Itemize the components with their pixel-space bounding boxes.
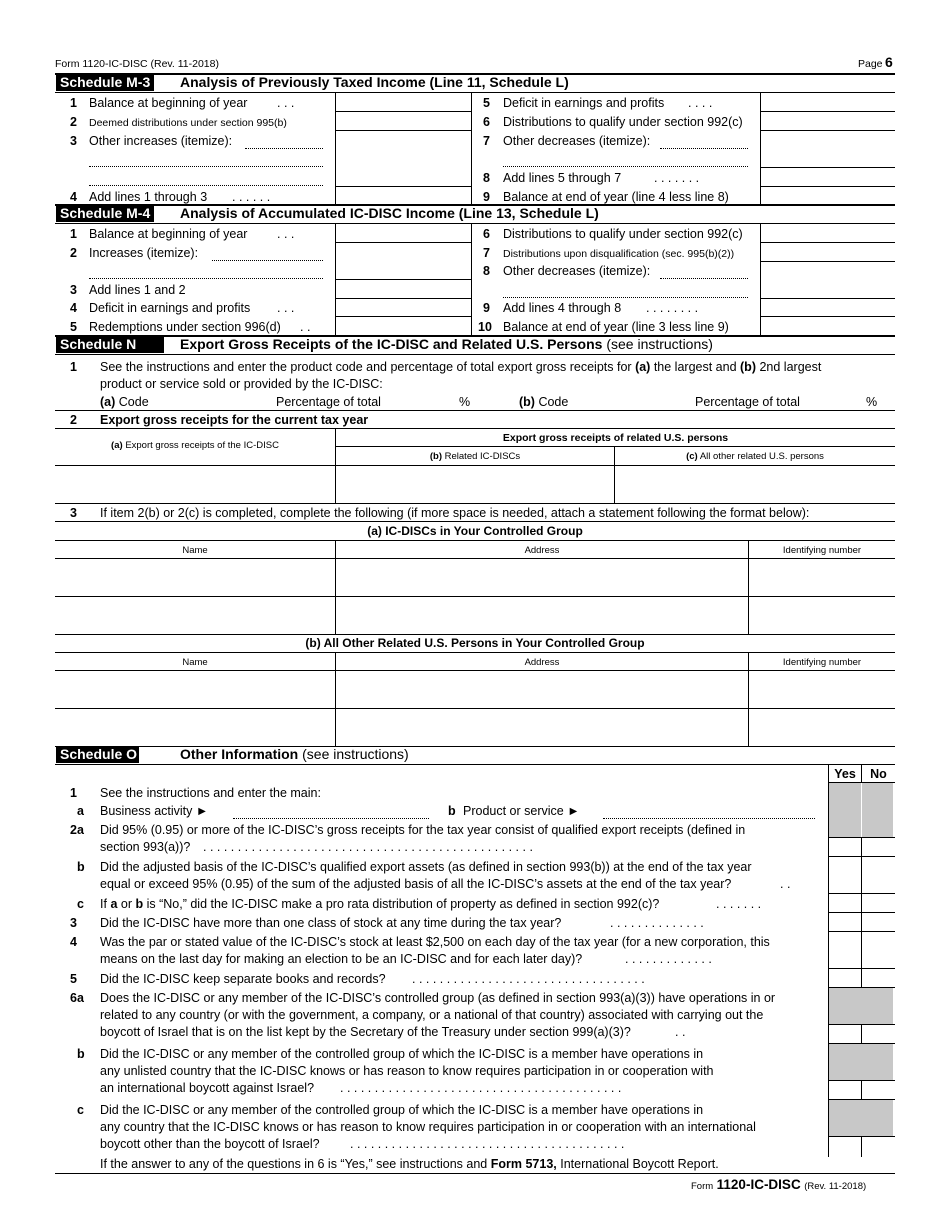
m3-itemize-line[interactable] xyxy=(245,148,323,149)
rule xyxy=(55,540,895,541)
m4-line10-amount[interactable] xyxy=(761,317,895,334)
rule xyxy=(55,634,895,635)
n-line1-text-c: 2nd largest xyxy=(759,360,822,374)
n-col-c-text: All other related U.S. persons xyxy=(699,451,824,462)
q2c-or: or xyxy=(120,897,132,911)
m3-line-label: Add lines 5 through 7 xyxy=(503,171,622,185)
q2c-a: a xyxy=(110,897,118,911)
m3-line-num: 2 xyxy=(70,115,77,129)
q-num: b xyxy=(77,860,85,874)
m3-line-label: Add lines 1 through 3 xyxy=(89,190,208,204)
q1a-label: Business activity ► xyxy=(100,804,209,818)
q2a-line1: Did 95% (0.95) or more of the IC-DISC’s gross receipts for the tax year consist of qualified export receipts (defined in xyxy=(100,823,746,837)
n-col-a-header xyxy=(55,439,335,453)
m4-itemize-line[interactable] xyxy=(503,297,748,298)
m4-line-label: Distributions upon disqualification (sec. 995(b)(2)) xyxy=(503,248,735,260)
n-line1-b: (b) xyxy=(740,360,756,374)
m3-line-label: Other increases (itemize): xyxy=(89,134,233,148)
o-title xyxy=(180,747,409,761)
rule xyxy=(828,1043,895,1044)
m3-line9-amount[interactable] xyxy=(761,187,895,204)
m4-line-num: 4 xyxy=(70,301,77,315)
m3-tag: Schedule M-3 xyxy=(56,74,154,91)
rule xyxy=(828,987,895,988)
n-line1-text xyxy=(100,360,821,374)
n-col-c-amount[interactable] xyxy=(615,466,895,502)
o-title-suffix: (see instructions) xyxy=(302,746,409,762)
n-b-name-header: Name xyxy=(182,657,208,668)
m3-line-num: 1 xyxy=(70,96,77,110)
n-col-a-letter: (a) xyxy=(111,440,123,451)
q4-line1: Was the par or stated value of the IC-DISC’s stock at least $2,500 on each day of the tax year (for a new corporation, this xyxy=(100,935,770,949)
n-title xyxy=(180,337,713,351)
m4-line7-amount[interactable] xyxy=(761,243,895,260)
leader-dots: . . . . . . xyxy=(232,190,271,204)
shaded-cell xyxy=(829,988,893,1024)
leader-dots: . . . . . . . . . . . . . . xyxy=(610,916,704,930)
rule xyxy=(861,783,862,837)
q2c-text xyxy=(100,897,659,911)
rule xyxy=(828,856,895,857)
m4-line2-amount[interactable] xyxy=(336,243,470,278)
n-b-row1-name[interactable] xyxy=(56,671,334,707)
m3-line2-amount[interactable] xyxy=(336,112,470,129)
q-num: b xyxy=(448,804,456,818)
leader-dots: . . . . . . . xyxy=(654,171,700,185)
n-line1-text-b: the largest and xyxy=(653,360,737,374)
n-pct-b-sign: % xyxy=(866,395,878,409)
m3-line-num: 6 xyxy=(483,115,490,129)
n-a-row2-address[interactable] xyxy=(336,597,747,633)
n-a-id-header: Identifying number xyxy=(782,545,862,556)
note-text-2: International Boycott Report. xyxy=(560,1157,719,1171)
q2b-no[interactable] xyxy=(862,875,894,892)
m3-line-num: 8 xyxy=(483,171,490,185)
m3-line4-amount[interactable] xyxy=(336,187,470,204)
page-label: Page xyxy=(858,58,883,70)
q2c-no[interactable] xyxy=(862,894,894,911)
m4-line9-amount[interactable] xyxy=(761,299,895,315)
q6a-yes[interactable] xyxy=(829,1025,860,1042)
q2a-yes[interactable] xyxy=(829,838,860,855)
n-b-address-header: Address xyxy=(524,657,560,668)
leader-dots: . . . xyxy=(277,301,295,315)
footer-form xyxy=(691,1178,866,1194)
o-title-text: Other Information xyxy=(180,746,299,762)
n-line1-text-d: product or service sold or provided by the IC-DISC: xyxy=(100,377,383,391)
m4-line1-amount[interactable] xyxy=(336,224,470,241)
q2c-b: b xyxy=(135,897,144,911)
q-num: 1 xyxy=(70,786,77,800)
q-num: c xyxy=(77,1103,84,1117)
n-col-b-text: Related IC-DISCs xyxy=(444,451,521,462)
m3-line-num: 3 xyxy=(70,134,77,148)
q3-no[interactable] xyxy=(862,913,894,930)
q2b-line2: equal or exceed 95% (0.95) of the sum of the adjusted basis of all the IC-DISC’s assets at the end of the tax year? xyxy=(100,877,732,891)
m4-line5-amount[interactable] xyxy=(336,317,470,334)
q6b-line3: an international boycott against Israel? xyxy=(100,1081,315,1095)
q6a-line2: related to any country (or with the government, a company, or a national of that country) associated with carrying out the xyxy=(100,1008,764,1022)
q4-line2: means on the last day for making an election to be an IC-DISC and for each later day)? xyxy=(100,952,583,966)
m3-line-num: 5 xyxy=(483,96,490,110)
q2c-yes[interactable] xyxy=(829,894,860,911)
rule xyxy=(55,428,895,429)
q6b-yes[interactable] xyxy=(829,1081,860,1098)
q-num: 4 xyxy=(70,935,77,949)
note-text-1: If the answer to any of the questions in 6 is “Yes,” see instructions and xyxy=(100,1157,488,1171)
o-header-rule xyxy=(55,764,895,765)
rule xyxy=(828,931,895,932)
shaded-cell xyxy=(829,1044,893,1080)
n-pct-a-sign: % xyxy=(459,395,471,409)
q2b-line1: Did the adjusted basis of the IC-DISC’s qualified export assets (as defined in section 993(b)) at the end of the tax year xyxy=(100,860,752,874)
m3-line-label: Balance at beginning of year xyxy=(89,96,248,110)
m3-line-num: 4 xyxy=(70,190,77,204)
leader-dots: . . . . . . . . . . . . . . . . . . . . . . . . . . . . . . . . . . xyxy=(412,972,645,986)
q4-no[interactable] xyxy=(862,950,894,967)
m3-line3-amount[interactable] xyxy=(336,131,470,185)
m3-title: Analysis of Previously Taxed Income (Line 11, Schedule L) xyxy=(180,74,569,90)
m4-itemize-line[interactable] xyxy=(660,278,748,279)
n-a-row1-id[interactable] xyxy=(749,559,895,595)
leader-dots: . . . . . . . . . . . . . . . . . . . . . . . . . . . . . . . . . . . . . . . . . xyxy=(340,1081,622,1095)
n-line1-text-a: See the instructions and enter the product code and percentage of total export gross receipts for xyxy=(100,360,632,374)
m4-line6-amount[interactable] xyxy=(761,224,895,241)
n-a-row1-address[interactable] xyxy=(336,559,747,595)
n-line3-num: 3 xyxy=(70,506,77,520)
m4-itemize-line[interactable] xyxy=(89,278,323,279)
q5-yes[interactable] xyxy=(829,969,860,986)
n-b-row2-name[interactable] xyxy=(56,709,334,745)
leader-dots: . . . xyxy=(277,227,295,241)
q2b-yes[interactable] xyxy=(829,875,860,892)
n-line3-text: If item 2(b) or 2(c) is completed, complete the following (if more space is needed, attach a statement following the format below): xyxy=(100,506,810,520)
m4-line-num: 5 xyxy=(70,320,77,334)
n-col-b-header xyxy=(336,450,614,464)
m3-line-num: 9 xyxy=(483,190,490,204)
n-related-header: Export gross receipts of related U.S. persons xyxy=(502,432,729,444)
q2c-if: If xyxy=(100,897,107,911)
m3-mid-col-rule xyxy=(471,92,472,204)
leader-dots: . . . . . . . xyxy=(716,897,762,911)
n-code-a[interactable] xyxy=(100,395,149,409)
m4-line-num: 8 xyxy=(483,264,490,278)
leader-dots: . . xyxy=(780,877,791,891)
m4-line-label: Balance at beginning of year xyxy=(89,227,248,241)
q-num: 5 xyxy=(70,972,77,986)
q-num: 6a xyxy=(70,991,84,1005)
n-col-b-amount[interactable] xyxy=(336,466,613,502)
leader-dots: . . . . . . . . . . . . . xyxy=(625,952,712,966)
q4-yes[interactable] xyxy=(829,950,860,967)
n-line2-text: Export gross receipts for the current tax year xyxy=(100,413,369,427)
footer-form-name: 1120-IC-DISC xyxy=(716,1177,801,1192)
q1-text: See the instructions and enter the main: xyxy=(100,786,321,800)
n-a-row1-name[interactable] xyxy=(56,559,334,595)
m4-line-num: 2 xyxy=(70,246,77,260)
n-a-address-header: Address xyxy=(524,545,560,556)
m3-itemize-line[interactable] xyxy=(503,166,748,167)
n-tag: Schedule N xyxy=(56,336,164,353)
n-sub-a-title: (a) IC-DISCs in Your Controlled Group xyxy=(367,524,583,538)
q6c-line3: boycott other than the boycott of Israel? xyxy=(100,1137,320,1151)
m4-tag: Schedule M-4 xyxy=(56,205,154,222)
n-col-c-letter: (c) xyxy=(686,451,698,462)
o-tag: Schedule O xyxy=(56,746,139,763)
no-header: No xyxy=(870,767,887,781)
leader-dots: . . xyxy=(675,1025,686,1039)
n-sub-b-title: (b) All Other Related U.S. Persons in Your Controlled Group xyxy=(305,636,645,650)
m4-line-label: Deficit in earnings and profits xyxy=(89,301,251,315)
m4-line-label: Distributions to qualify under section 992(c) xyxy=(503,227,743,241)
n-title-text: Export Gross Receipts of the IC-DISC and Related U.S. Persons xyxy=(180,336,603,352)
n-pct-a-label: Percentage of total xyxy=(276,395,381,409)
q2a-no[interactable] xyxy=(862,838,894,855)
q-num: a xyxy=(77,804,84,818)
q6a-line3: boycott of Israel that is on the list kept by the Secretary of the Treasury under section 999(a)(3)? xyxy=(100,1025,631,1039)
q2a-line2: section 993(a))? xyxy=(100,840,191,854)
m3-line1-amount[interactable] xyxy=(336,93,470,110)
rule xyxy=(55,410,895,411)
q3-text: Did the IC-DISC have more than one class of stock at any time during the tax year? xyxy=(100,916,562,930)
m3-line7-amount[interactable] xyxy=(761,131,895,166)
n-b-row2-address[interactable] xyxy=(336,709,747,745)
leader-dots: . . . . xyxy=(688,96,713,110)
m4-line-num: 1 xyxy=(70,227,77,241)
m3-line5-amount[interactable] xyxy=(761,93,895,110)
n-a-row2-id[interactable] xyxy=(749,597,895,633)
rule xyxy=(55,521,895,522)
leader-dots: . . . . . . . . . . . . . . . . . . . . . . . . . . . . . . . . . . . . . . . . xyxy=(350,1137,625,1151)
m4-line-label: Increases (itemize): xyxy=(89,246,199,260)
q5-text: Did the IC-DISC keep separate books and records? xyxy=(100,972,386,986)
n-b-id-header: Identifying number xyxy=(782,657,862,668)
q-num: 2a xyxy=(70,823,84,837)
m4-line-num: 3 xyxy=(70,283,77,297)
q6a-line1: Does the IC-DISC or any member of the IC-DISC’s controlled group (as defined in section 993(a)(3)) have operations in or xyxy=(100,991,776,1005)
m3-line-label: Other decreases (itemize): xyxy=(503,134,651,148)
note-form-5713: Form 5713, xyxy=(490,1157,557,1171)
m4-line-num: 9 xyxy=(483,301,490,315)
q-num: c xyxy=(77,897,84,911)
m3-itemize-line[interactable] xyxy=(660,148,748,149)
n-col-a-text: Export gross receipts of the IC-DISC xyxy=(125,440,279,451)
leader-dots: . . . . . . . . . . . . . . . . . . . . . . . . . . . . . . . . . . . . . . . . . . . . . . . . xyxy=(203,840,533,854)
rule xyxy=(55,652,895,653)
m4-line-label: Add lines 1 and 2 xyxy=(89,283,186,297)
q3-yes[interactable] xyxy=(829,913,860,930)
m4-line-label: Balance at end of year (line 3 less line 9) xyxy=(503,320,729,334)
m3-line-label: Deemed distributions under section 995(b) xyxy=(89,117,287,129)
n-code-b[interactable] xyxy=(519,395,568,409)
m4-mid-col-rule xyxy=(471,223,472,335)
q6a-no[interactable] xyxy=(862,1025,894,1042)
n-title-suffix: (see instructions) xyxy=(606,336,713,352)
rule xyxy=(55,503,895,504)
m4-line3-amount[interactable] xyxy=(336,280,470,297)
q6b-line2: any unlisted country that the IC-DISC knows or has reason to know requires participation in or cooperation with xyxy=(100,1064,714,1078)
q6c-yes[interactable] xyxy=(829,1137,860,1156)
n-b-row2-id[interactable] xyxy=(749,709,895,745)
rule xyxy=(335,446,895,447)
n-b-row1-address[interactable] xyxy=(336,671,747,707)
q2c-rest: is “No,” did the IC-DISC make a pro rata distribution of property as defined in section 992(c)? xyxy=(146,897,660,911)
shaded-cell xyxy=(829,1100,893,1136)
n-col-b-letter: (b) xyxy=(429,451,442,462)
n-a-row2-name[interactable] xyxy=(56,597,334,633)
leader-dots: . . . xyxy=(277,96,295,110)
q6c-line1: Did the IC-DISC or any member of the controlled group of which the IC-DISC is a member have operations in xyxy=(100,1103,704,1117)
m4-line4-amount[interactable] xyxy=(336,299,470,315)
n-header-rule xyxy=(55,354,895,355)
q-num: 3 xyxy=(70,916,77,930)
business-activity-input[interactable] xyxy=(233,818,429,819)
n-line1-num: 1 xyxy=(70,360,77,374)
q6b-line1: Did the IC-DISC or any member of the controlled group of which the IC-DISC is a member have operations in xyxy=(100,1047,704,1061)
product-service-input[interactable] xyxy=(603,818,815,819)
n-line1-a: (a) xyxy=(635,360,651,374)
n-code-b-letter: (b) xyxy=(519,395,535,409)
m4-title: Analysis of Accumulated IC-DISC Income (Line 13, Schedule L) xyxy=(180,205,599,221)
n-a-name-header: Name xyxy=(182,545,208,556)
rule xyxy=(828,1099,895,1100)
form-revision: Form 1120-IC-DISC (Rev. 11-2018) xyxy=(55,58,219,70)
leader-dots: . . xyxy=(300,320,311,334)
m4-itemize-line[interactable] xyxy=(212,260,323,261)
n-code-b-word: Code xyxy=(538,395,569,409)
footer-form-word: Form xyxy=(691,1181,714,1192)
yes-header: Yes xyxy=(834,767,856,781)
m4-line-num: 7 xyxy=(483,246,490,260)
m4-line8-amount[interactable] xyxy=(761,262,895,297)
q6c-no[interactable] xyxy=(862,1137,894,1156)
n-b-row1-id[interactable] xyxy=(749,671,895,707)
q1b-label: Product or service ► xyxy=(463,804,580,818)
n-code-a-letter: (a) xyxy=(100,395,116,409)
m4-line-label: Redemptions under section 996(d) xyxy=(89,320,281,334)
n-pct-b-label: Percentage of total xyxy=(695,395,800,409)
page-number: 6 xyxy=(885,54,893,70)
m4-line-label: Other decreases (itemize): xyxy=(503,264,651,278)
q-num: b xyxy=(77,1047,85,1061)
n-col-a-amount[interactable] xyxy=(56,466,334,502)
boycott-note xyxy=(100,1157,719,1171)
m4-line-num: 10 xyxy=(478,320,492,334)
m3-line-label: Balance at end of year (line 4 less line 8) xyxy=(503,190,729,204)
m3-itemize-line[interactable] xyxy=(89,185,323,186)
footer-rev: (Rev. 11-2018) xyxy=(804,1181,867,1192)
leader-dots: . . . . . . . . xyxy=(646,301,699,315)
m3-line-num: 7 xyxy=(483,134,490,148)
q6c-line2: any country that the IC-DISC knows or has reason to know requires participation in or cooperation with an international xyxy=(100,1120,756,1134)
m3-line-label: Deficit in earnings and profits xyxy=(503,96,665,110)
m3-line8-amount[interactable] xyxy=(761,168,895,185)
m3-line-label: Distributions to qualify under section 992(c) xyxy=(503,115,743,129)
m4-line-label: Add lines 4 through 8 xyxy=(503,301,622,315)
m4-line-num: 6 xyxy=(483,227,490,241)
n-col-c-header xyxy=(615,450,895,464)
m3-itemize-line[interactable] xyxy=(89,166,323,167)
q5-no[interactable] xyxy=(862,969,894,986)
n-line2-num: 2 xyxy=(70,413,77,427)
n-code-a-word: Code xyxy=(118,395,149,409)
q6b-no[interactable] xyxy=(862,1081,894,1098)
footer-rule xyxy=(55,1173,895,1174)
m3-line6-amount[interactable] xyxy=(761,112,895,129)
